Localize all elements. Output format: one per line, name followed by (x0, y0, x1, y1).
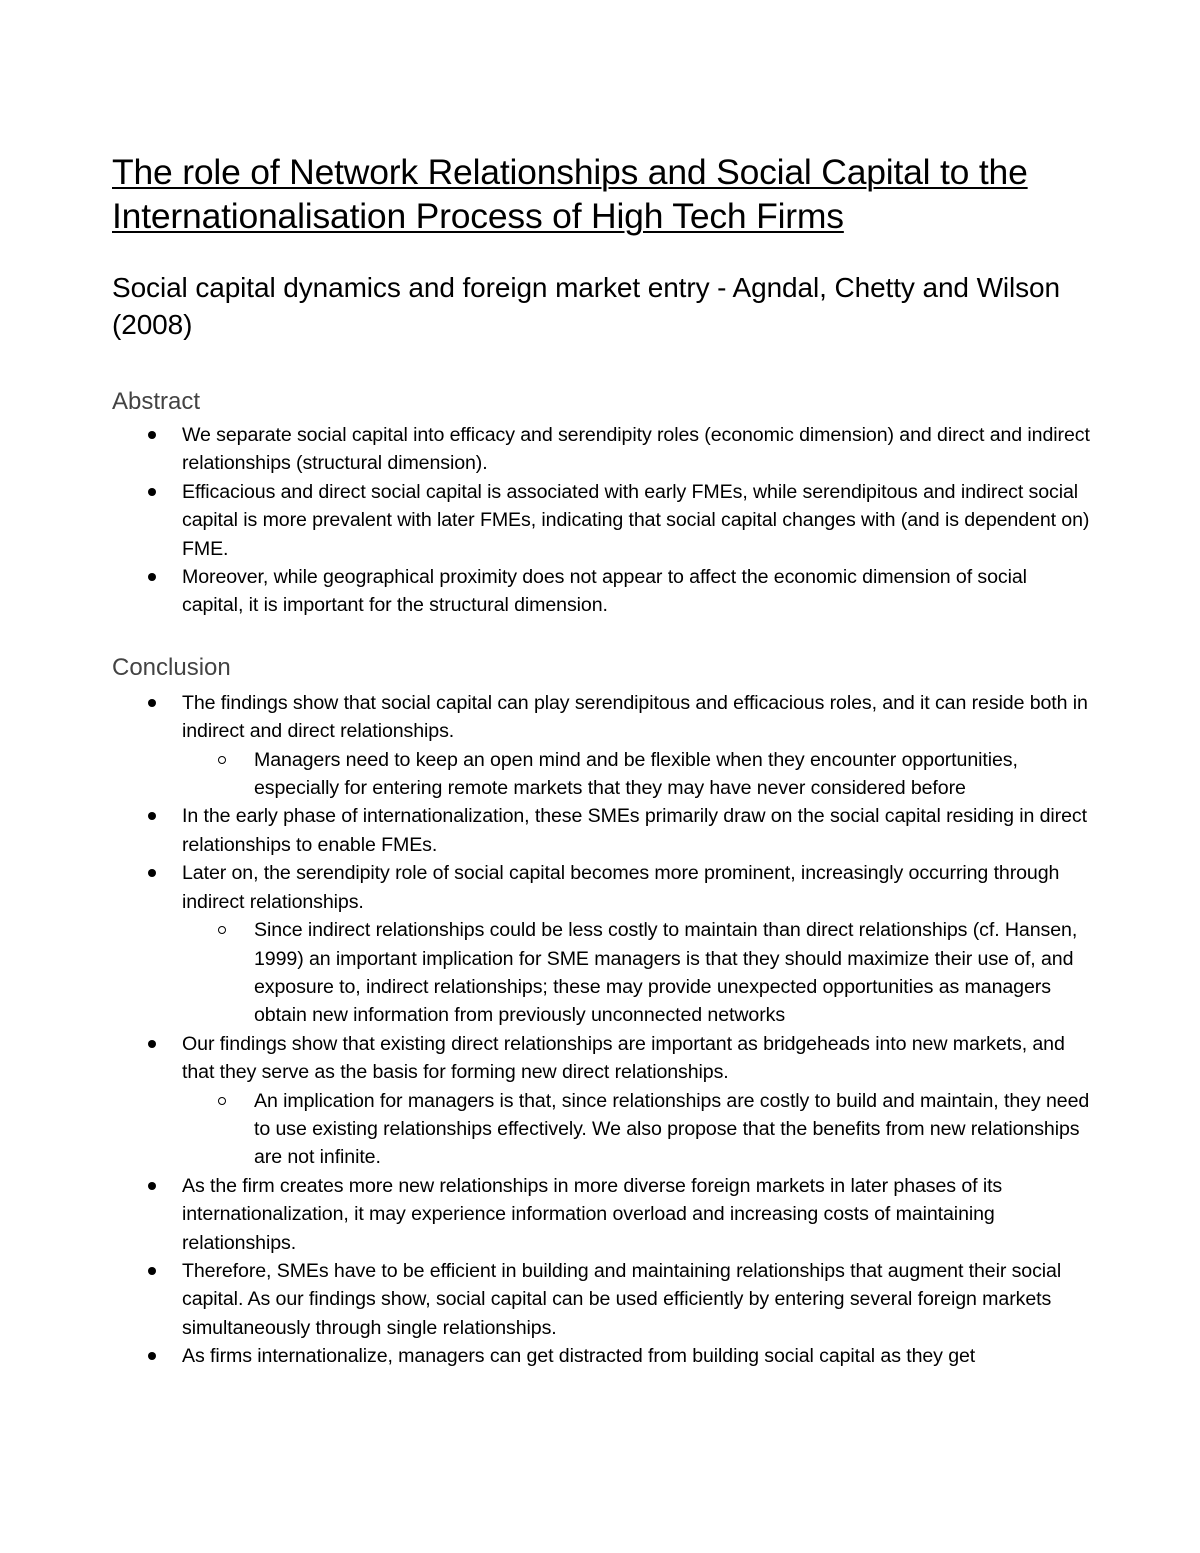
list-item (112, 859, 1092, 1029)
sub-list-item (112, 916, 1092, 1030)
sub-list-item-text: An implication for managers is that, since relationships are costly to build and maintain, they need to use existing relationships effectively. We also propose that the benefits from new relationships are not infinite. (254, 1089, 1090, 1169)
bullet-icon (148, 699, 156, 707)
bullet-icon (148, 431, 156, 439)
list-item-text: We separate social capital into efficacy and serendipity roles (economic dimension) and direct and indirect relationships (structural dimension). (182, 424, 1090, 475)
hollow-bullet-icon (218, 756, 226, 764)
list-item-text: The findings show that social capital can play serendipitous and efficacious roles, and it can reside both in indirect and direct relationships. (182, 691, 1088, 743)
bullet-icon (148, 1040, 156, 1048)
list-item (112, 563, 1092, 620)
list-item (112, 478, 1092, 563)
sub-list-item (112, 1087, 1092, 1172)
list-item (112, 1172, 1092, 1257)
list-item-text: Therefore, SMEs have to be efficient in building and maintaining relationships that augment their social capital. As our findings show, social capital can be used efficiently by entering several foreign markets simultaneously through single relationships. (182, 1259, 1062, 1339)
bullet-icon (148, 1352, 156, 1360)
sub-list (182, 1087, 1092, 1172)
sub-list (182, 916, 1092, 1030)
list-item (112, 1257, 1092, 1342)
conclusion-list (112, 689, 1092, 1371)
list-item (112, 1342, 1092, 1370)
list-item-text: As firms internationalize, managers can get distracted from building social capital as they get (182, 1345, 976, 1368)
list-item-text: In the early phase of internationalization, these SMEs primarily draw on the social capital residing in direct relationships to enable FMEs. (182, 805, 1087, 856)
list-item-text: Efficacious and direct social capital is associated with early FMEs, while serendipitous and indirect social capital is more prevalent with later FMEs, indicating that social capital changes with (and is dependent on) FME. (182, 480, 1090, 560)
paper-subtitle: Social capital dynamics and foreign market entry - Agndal, Chetty and Wilson (2008) (112, 272, 1060, 340)
list-item (112, 802, 1092, 859)
sub-list-item-text: Managers need to keep an open mind and be flexible when they encounter opportunities, especially for entering remote markets that they may have never considered before (254, 748, 1018, 800)
list-item (112, 689, 1092, 803)
list-item (112, 421, 1092, 478)
document-title: The role of Network Relationships and Social Capital to the Internationalisation Process of High Tech Firms (112, 152, 1028, 236)
bullet-icon (148, 812, 156, 820)
list-item (112, 1030, 1092, 1172)
hollow-bullet-icon (218, 1097, 226, 1105)
list-item-text: Our findings show that existing direct relationships are important as bridgeheads into new markets, and that they serve as the basis for forming new direct relationships. (182, 1032, 1065, 1084)
bullet-icon (148, 1267, 156, 1275)
hollow-bullet-icon (218, 926, 226, 934)
list-item-text: Later on, the serendipity role of social capital becomes more prominent, increasingly occurring through indirect relationships. (182, 862, 1060, 913)
abstract-heading: Abstract (112, 388, 201, 415)
document-page (112, 150, 1092, 1371)
list-item-text: Moreover, while geographical proximity does not appear to affect the economic dimension of social capital, it is important for the structural dimension. (182, 566, 1027, 617)
bullet-icon (148, 488, 156, 496)
list-item-text: As the firm creates more new relationships in more diverse foreign markets in later phases of its internationalization, it may experience information overload and increasing costs of maintaining relationships. (182, 1174, 1003, 1254)
abstract-list (112, 421, 1092, 620)
bullet-icon (148, 869, 156, 877)
bullet-icon (148, 573, 156, 581)
bullet-icon (148, 1182, 156, 1190)
conclusion-heading: Conclusion (112, 653, 231, 681)
sub-list-item-text: Since indirect relationships could be less costly to maintain than direct relationships (cf. Hansen, 1999) an important implication for SME managers is that they should maximize their use of, and exposure to, indirect relationships; these may provide unexpected opportunities as managers obtain new information from previously unconnected networks (254, 919, 1078, 1027)
sub-list-item (112, 746, 1092, 803)
sub-list (182, 746, 1092, 803)
